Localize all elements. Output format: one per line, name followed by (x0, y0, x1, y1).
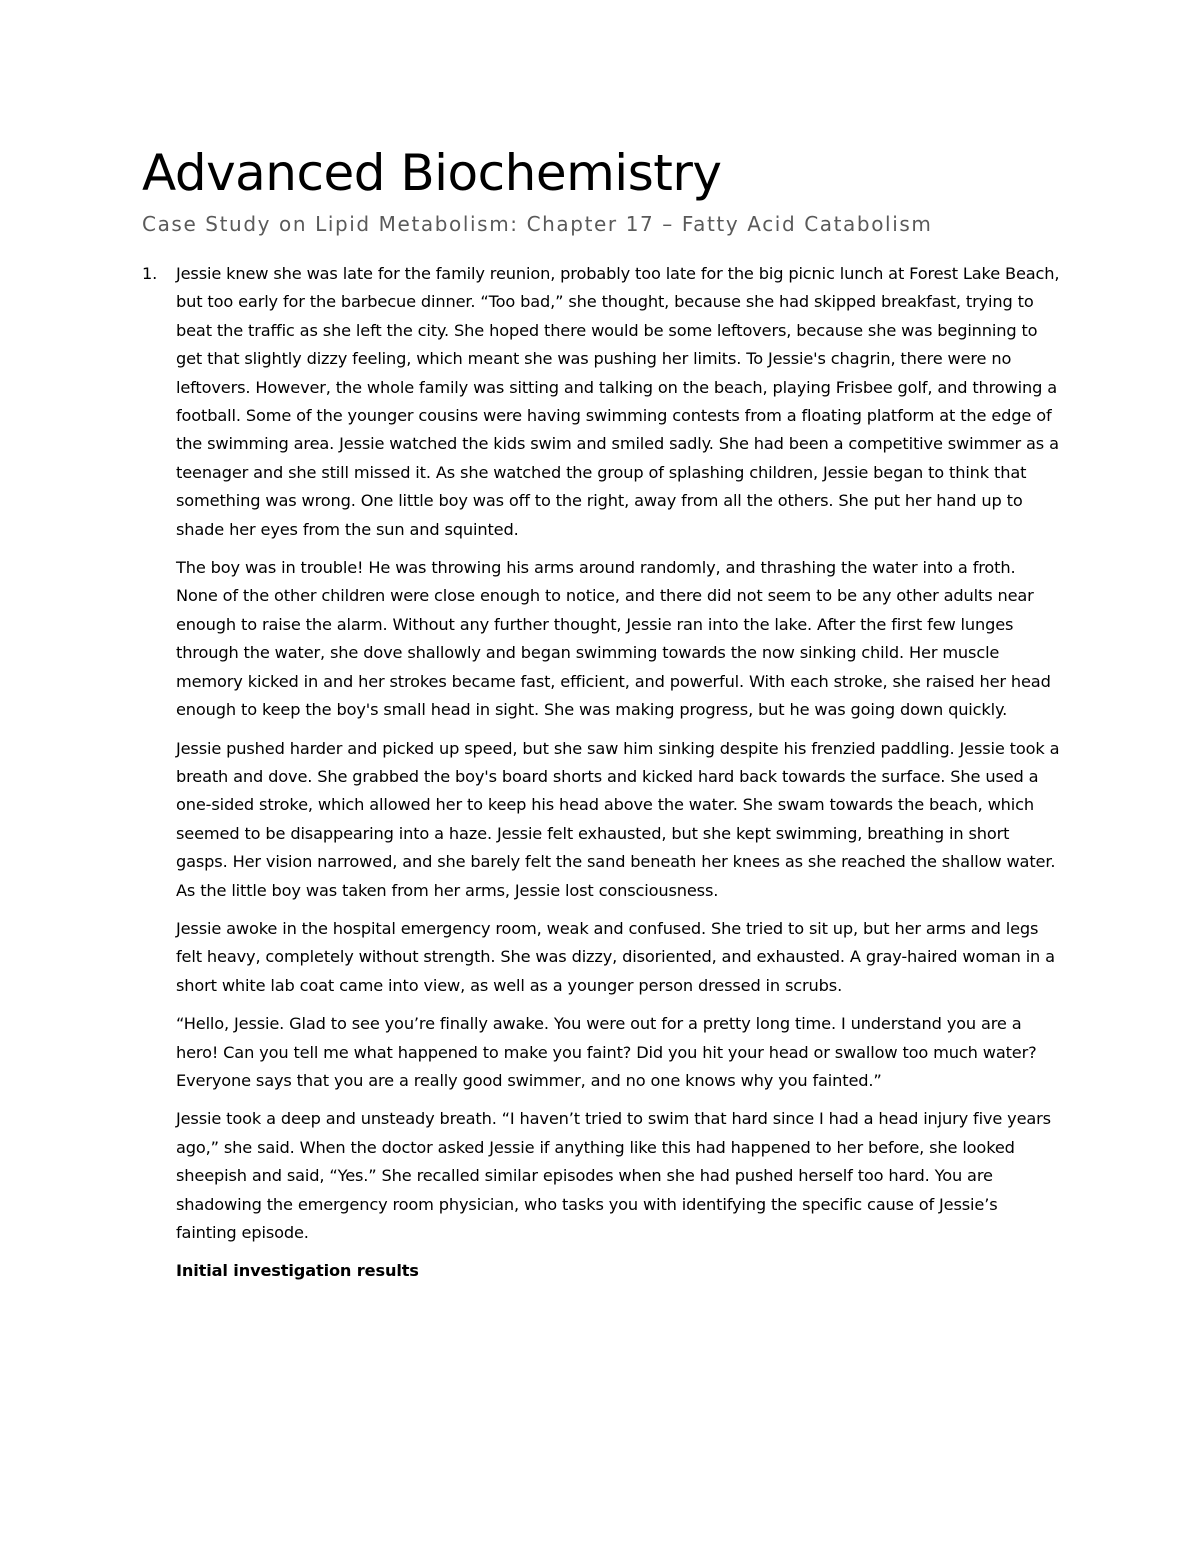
document-page (142, 140, 1062, 1296)
paragraph-4: Jessie awoke in the hospital emergency room, weak and confused. She tried to sit up, but her arms and legs felt heavy, completely without strength. She was dizzy, disoriented, and exhausted. A gray-haired woman in a short white lab coat came into view, as well as a younger person dressed in scrubs. (176, 918, 1055, 995)
list-number: 1. (142, 264, 158, 283)
numbered-list (142, 260, 1062, 544)
paragraph-5: “Hello, Jessie. Glad to see you’re finally awake. You were out for a pretty long time. I understand you are a hero! Can you tell me what happened to make you faint? Did you hit your head or swallow too much water? Everyone says that you are a really good swimmer, and no one knows why you fainted.” (176, 1014, 1037, 1090)
document-title: Advanced Biochemistry (142, 144, 722, 202)
paragraph-3: Jessie pushed harder and picked up speed, but she saw him sinking despite his frenzied paddling. Jessie took a breath and dove. She grabbed the boy's board shorts and kicked hard back towards the surface. She used a one-sided stroke, which allowed her to keep his head above the water. She swam towards the beach, which seemed to be disappearing into a haze. Jessie felt exhausted, but she kept swimming, breathing in short gasps. Her vision narrowed, and she barely felt the sand beneath her knees as she reached the shallow water. As the little boy was taken from her arms, Jessie lost consciousness. (176, 738, 1060, 900)
paragraph-2: The boy was in trouble! He was throwing his arms around randomly, and thrashing the water into a froth. None of the other children were close enough to notice, and there did not seem to be any other adults near enough to raise the alarm. Without any further thought, Jessie ran into the lake. After the first few lunges through the water, she dove shallowly and began swimming towards the now sinking child. Her muscle memory kicked in and her strokes became fast, efficient, and powerful. With each stroke, she raised her head enough to keep the boy's small head in sight. She was making progress, but he was going down quickly. (176, 558, 1051, 720)
list-item (142, 260, 1062, 544)
document-subtitle: Case Study on Lipid Metabolism: Chapter 17 – Fatty Acid Catabolism (142, 212, 933, 236)
section-heading: Initial investigation results (176, 1261, 419, 1281)
paragraph-1: Jessie knew she was late for the family reunion, probably too late for the big picnic lunch at Forest Lake Beach, but too early for the barbecue dinner. “Too bad,” she thought, because she had skipped breakfast, trying to beat the traffic as she left the city. She hoped there would be some leftovers, because she was beginning to get that slightly dizzy feeling, which meant she was pushing her limits. To Jessie's chagrin, there were no leftovers. However, the whole family was sitting and talking on the beach, playing Frisbee golf, and throwing a football. Some of the younger cousins were having swimming contests from a floating platform at the edge of the swimming area. Jessie watched the kids swim and smiled sadly. She had been a competitive swimmer as a teenager and she still missed it. As she watched the group of splashing children, Jessie began to think that something was wrong. One little boy was off to the right, away from all the others. She put her hand up to shade her eyes from the sun and squinted. (176, 264, 1060, 539)
paragraph-6: Jessie took a deep and unsteady breath. “I haven’t tried to swim that hard since I had a head injury five years ago,” she said. When the doctor asked Jessie if anything like this had happened to her before, she looked sheepish and said, “Yes.” She recalled similar episodes when she had pushed herself too hard. You are shadowing the emergency room physician, who tasks you with identifying the specific cause of Jessie’s fainting episode. (176, 1109, 1051, 1242)
